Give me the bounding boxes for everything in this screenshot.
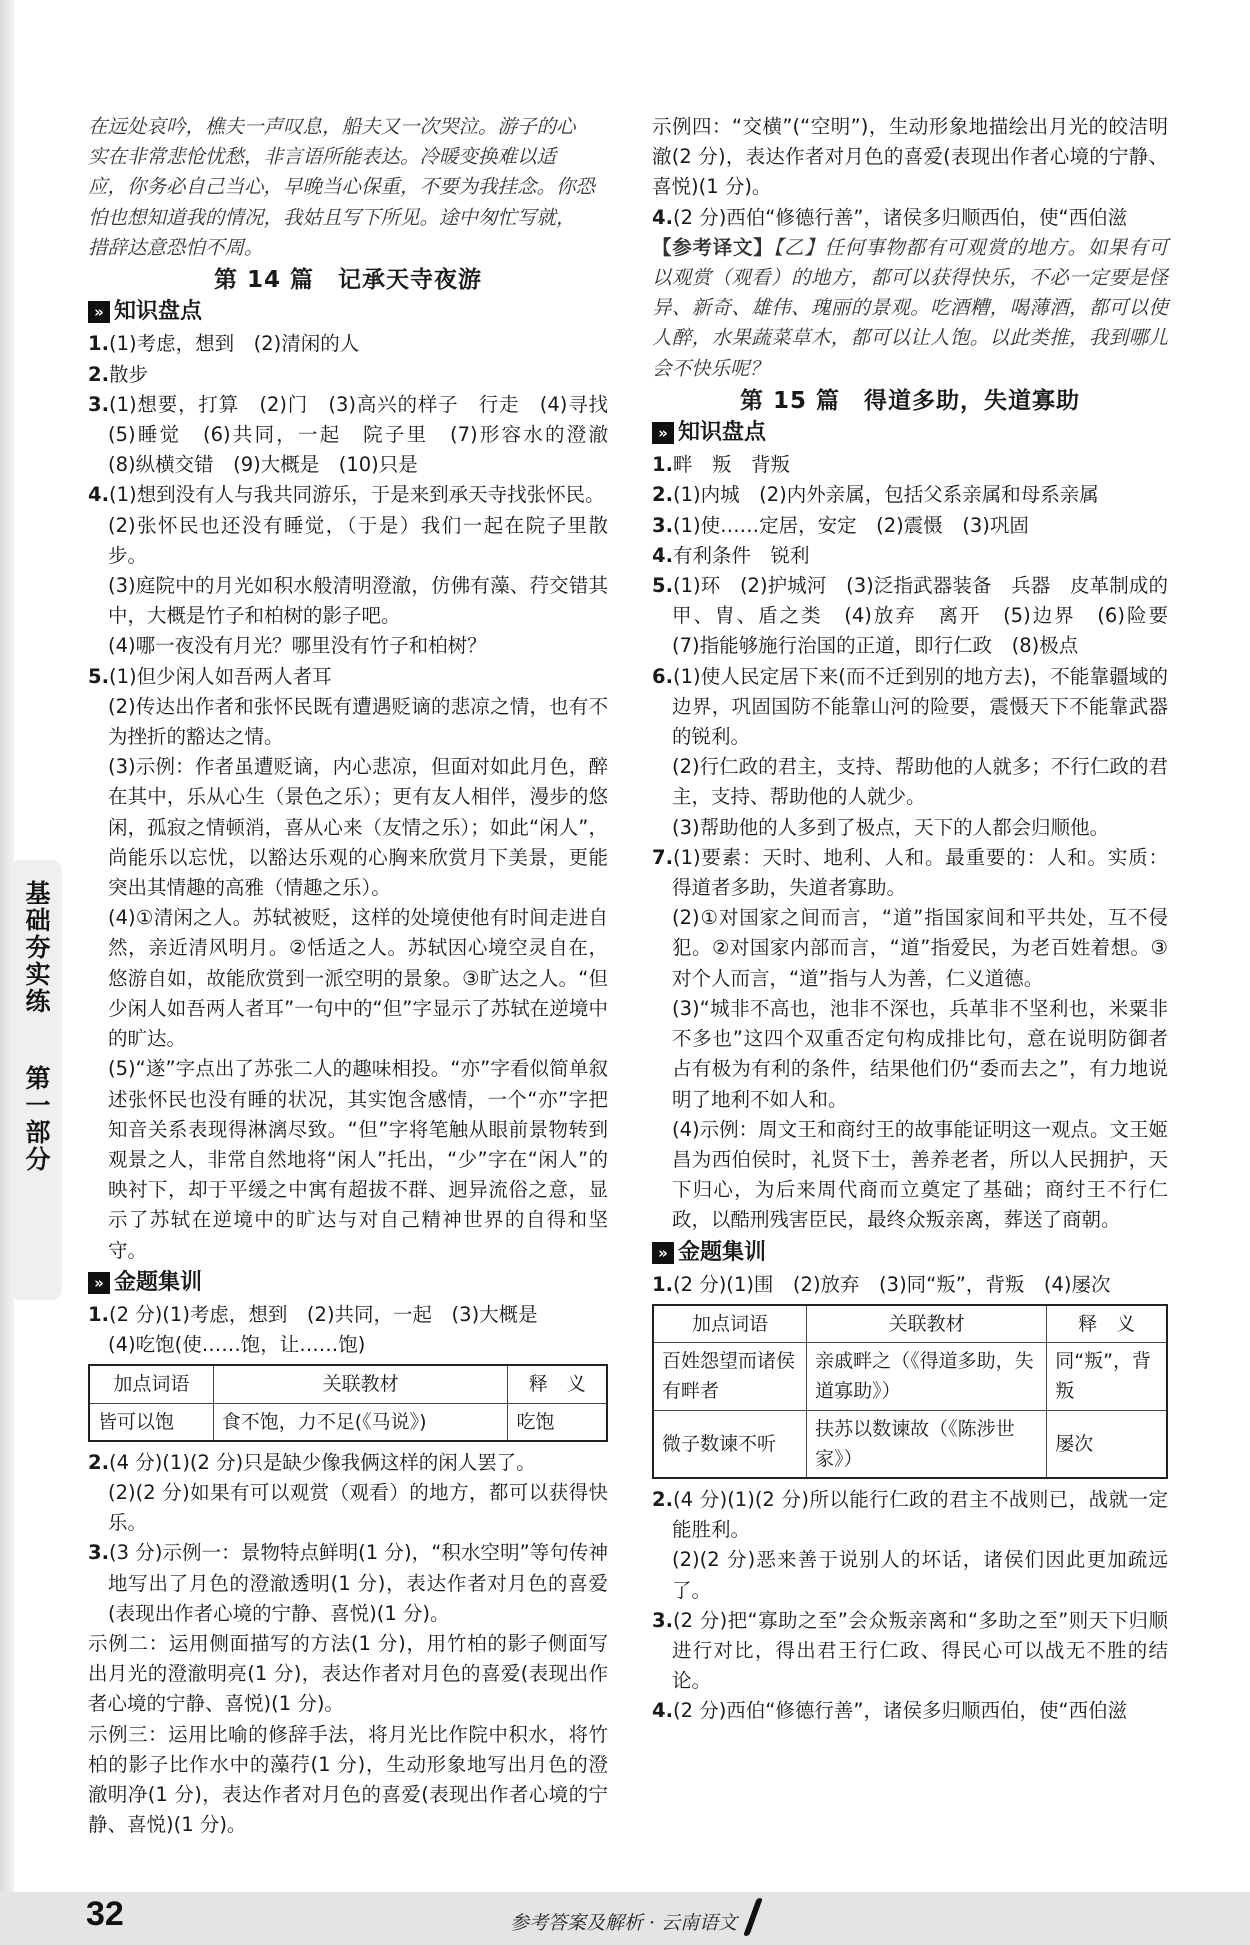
chevron-icon: »	[652, 1242, 674, 1264]
section-heading	[652, 1238, 1168, 1268]
table-cell: 同“叛”，背叛	[1047, 1343, 1167, 1410]
answer-sub: 示例四：“交横”(“空明”)，生动形象地描绘出月光的皎洁明澈(2 分)，表达作者对月色的喜爱(表现出作者心境的宁静、喜悦)(1 分)。	[652, 115, 1168, 199]
answer-item: 6.(1)使人民定居下来(而不迁到别的地方去)，不能靠疆域的边界，巩固国防不能靠山河的险要，震慑天下不能靠武器的锐利。	[652, 664, 1168, 749]
answer-sub: (2)传达出作者和张怀民既有遭遇贬谪的悲凉之情，也有不为挫折的豁达之情。	[108, 694, 608, 749]
answer-item: 2.散步	[88, 362, 148, 386]
question-item: 2.(4 分)(1)(2 分)只是缺少像我俩这样的闲人罢了。	[88, 1450, 536, 1474]
answer-item: 4.有利条件 锐利	[652, 543, 810, 567]
table-header: 释 义	[508, 1365, 607, 1403]
answer-sub: (3)帮助他的人多到了极点，天下的人都会归顺他。	[672, 815, 1110, 839]
footer-text: 参考答案及解析 · 云南语文	[510, 1912, 738, 1934]
table-header-row	[89, 1365, 607, 1403]
section-heading	[88, 297, 608, 327]
question-item: 4.(2 分)西伯“修德行善”，诸侯多归顺西伯，使“西伯滋	[652, 1699, 1128, 1723]
chapter-title: 第 15 篇 得道多助，失道寡助	[739, 387, 1081, 414]
table-header-row	[653, 1305, 1167, 1343]
table-row	[653, 1410, 1167, 1478]
section-label: 金题集训	[114, 1269, 203, 1295]
table-cell: 亲戚畔之（《得道多助，失道寡助》）	[807, 1343, 1047, 1410]
section-label: 知识盘点	[678, 420, 767, 446]
answer-sub: (4)示例：周文王和商纣王的故事能证明这一观点。文王姬昌为西伯侯时，礼贤下士，善养老者，所以人民拥护，天下归心，为后来周代商而立奠定了基础；商纣王不行仁政，以酷刑残害臣民，最终众叛亲离，葬送了商朝。	[672, 1117, 1168, 1232]
vocab-table	[88, 1364, 608, 1441]
answer-item: 1.(1)考虑，想到 (2)清闲的人	[88, 332, 360, 356]
answer-sub: (2)张怀民也还没有睡觉，（于是）我们一起在院子里散步。	[108, 513, 608, 567]
table-header: 关联教材	[213, 1365, 508, 1403]
answer-sub: (3)“城非不高也，池非不深也，兵革非不坚利也，米粟非不多也”这四个双重否定句构成排比句，意在说明防御者占有极为有利的条件，结果他们仍“委而去之”，有力地说明了地利不如人和。	[672, 996, 1168, 1111]
answer-sub: (2)(2 分)如果有可以观赏（观看）的地方，都可以获得快乐。	[108, 1480, 608, 1535]
answer-item: 4.(1)想到没有人与我共同游乐，于是来到承天寺找张怀民。	[88, 483, 605, 507]
answer-sub: (3)示例：作者虽遭贬谪，内心悲凉，但面对如此月色，醉在其中，乐从心生（景色之乐）；更有友人相伴，漫步的悠闲，孤寂之情顿消，喜从心来（友情之乐）；如此“闲人”，尚能乐以忘忧，以豁达乐观的心胸来欣赏月下美景，更能突出其情趣的高雅（情趣之乐）。	[108, 755, 608, 900]
table-header: 加点词语	[89, 1365, 213, 1403]
intro-line: 在远处哀吟，樵夫一声叹息，船夫又一次哭泣。游子的心	[88, 115, 576, 138]
intro-line: 怕也想知道我的情况，我姑且写下所见。途中匆忙写就，	[88, 205, 576, 229]
answer-sub: (2)行仁政的君主，支持、帮助他的人就多；不行仁政的君主，支持、帮助他的人就少。	[672, 755, 1168, 809]
question-item: 1.(2 分)(1)围 (2)放弃 (3)同“叛”，背叛 (4)屡次	[652, 1272, 1111, 1296]
side-tab	[10, 860, 62, 1300]
reference-translation: 【参考译文】【乙】任何事物都有可观赏的地方。如果有可以观赏（观看）的地方，都可以获得快乐，不必一定要是怪异、新奇、雄伟、瑰丽的景观。吃酒糟，喝薄酒，都可以使人醉，水果蔬菜草木，都可以让人饱。以此类推，我到哪儿会不快乐呢？	[652, 235, 1168, 380]
table-header: 释 义	[1047, 1305, 1167, 1343]
section-label: 金题集训	[678, 1239, 767, 1265]
table-cell: 百姓怨望而诸侯有畔者	[653, 1343, 807, 1410]
table-cell: 吃饱	[508, 1403, 607, 1441]
table-row	[653, 1343, 1167, 1410]
vocab-table	[652, 1304, 1168, 1479]
chevron-icon: »	[88, 301, 110, 323]
table-header: 关联教材	[807, 1305, 1047, 1343]
answer-item: 7.(1)要素：天时、地利、人和。最重要的：人和。实质：得道者多助，失道者寡助。	[652, 845, 1168, 900]
answer-sub: (5)“遂”字点出了苏张二人的趣味相投。“亦”字看似简单叙述张怀民也没有睡的状况，其实饱含感情，一个“亦”字把知音关系表现得淋漓尽致。“但”字将笔触从眼前景物转到观景之人，非常自然地将“闲人”托出，“少”字在“闲人”的映衬下，却于平缓之中寓有超拔不群、迥异流俗之意，显示了苏轼在逆境中的旷达与对自己精神世界的自得和坚守。	[108, 1057, 608, 1262]
answer-sub: (2)(2 分)恶来善于说别人的坏话，诸侯们因此更加疏远了。	[672, 1548, 1168, 1602]
answer-sub: 示例三：运用比喻的修辞手法，将月光比作院中积水，将竹柏的影子比作水中的藻荇(1 分)，生动形象地写出月色的澄澈明净(1 分)，表达作者对月色的喜爱(表现出作者心境的宁静、喜悦)(1 分)。	[88, 1722, 608, 1837]
answer-item: 1.畔 叛 背叛	[652, 453, 790, 477]
section-heading	[652, 418, 1168, 448]
table-cell: 食不饱，力不足(《马说》)	[213, 1403, 508, 1441]
answer-sub: (4)①清闲之人。苏轼被贬，这样的处境使他有时间走进自然，亲近清风明月。②恬适之人。苏轼因心境空灵自在，悠游自如，故能欣赏到一派空明的景象。③旷达之人。“但少闲人如吾两人者耳”一句中的“但”字显示了苏轼在逆境中的旷达。	[108, 906, 608, 1051]
table-cell: 扶苏以数谏故（《陈涉世家》）	[807, 1410, 1047, 1478]
answer-item: 5.(1)但少闲人如吾两人者耳	[88, 664, 332, 688]
section-heading	[88, 1268, 608, 1298]
chapter-title: 第 14 篇 记承天寺夜游	[213, 267, 483, 294]
side-tab-upper: 基础夯实练	[22, 880, 51, 1015]
answer-sub: 示例二：运用侧面描写的方法(1 分)，用竹柏的影子侧面写出月光的澄澈明亮(1 分)，表达作者对月色的喜爱(表现出作者心境的宁静、喜悦)(1 分)。	[88, 1631, 608, 1716]
left-column	[88, 112, 628, 1840]
answer-item: 2.(1)内城 (2)内外亲属，包括父系亲属和母系亲属	[652, 483, 1099, 507]
table-row	[89, 1403, 607, 1441]
table-header: 加点词语	[653, 1305, 807, 1343]
question-item: 1.(2 分)(1)考虑，想到 (2)共同，一起 (3)大概是	[88, 1302, 538, 1326]
answer-sub: (4)吃饱(使……饱，让……饱)	[108, 1333, 366, 1357]
intro-line: 实在非常悲怆忧愁，非言语所能表达。冷暖变换难以适	[88, 145, 557, 169]
answer-sub: (3)庭院中的月光如积水般清明澄澈，仿佛有藻、荇交错其中，大概是竹子和柏树的影子吧。	[108, 574, 608, 628]
table-cell: 皆可以饱	[89, 1403, 213, 1441]
side-tab-lower: 第一部分	[22, 1065, 51, 1173]
answer-sub: (2)①对国家之间而言，“道”指国家间和平共处，互不侵犯。②对国家内部而言，“道”指爱民，为老百姓着想。③对个人而言，“道”指与人为善，仁义道德。	[672, 906, 1168, 990]
question-item: 3.(2 分)把“寡助之至”会众叛亲离和“多助之至”则天下归顺进行对比，得出君王行仁政、得民心可以战无不胜的结论。	[652, 1608, 1168, 1693]
table-cell: 屡次	[1047, 1410, 1167, 1478]
section-label: 知识盘点	[114, 299, 203, 325]
answer-item: 3.(1)想要，打算 (2)门 (3)高兴的样子 行走 (4)寻找 (5)睡觉 (6)共同，一起 院子里 (7)形容水的澄澈 (8)纵横交错 (9)大概是 (10)只是	[88, 392, 628, 477]
intro-line: 应，你务必自己当心，早晚当心保重，不要为我挂念。你恐	[88, 175, 596, 199]
table-cell: 微子数谏不听	[653, 1410, 807, 1478]
answer-item: 5.(1)环 (2)护城河 (3)泛指武器装备 兵器 皮革制成的甲、胄、盾之类 (4)放弃 离开 (5)边界 (6)险要 (7)指能够施行治国的正道，即行仁政 (8)极点	[652, 574, 1188, 658]
question-item: 4.(2 分)西伯“修德行善”，诸侯多归顺西伯，使“西伯滋	[652, 205, 1128, 229]
chevron-icon: »	[88, 1272, 110, 1294]
question-item: 3.(3 分)示例一：景物特点鲜明(1 分)，“积水空明”等句传神地写出了月色的澄澈透明(1 分)，表达作者对月色的喜爱(表现出作者心境的宁静、喜悦)(1 分)。	[88, 1541, 608, 1625]
chevron-icon: »	[652, 422, 674, 444]
right-column	[652, 112, 1188, 1727]
page-number: 32	[86, 1895, 124, 1933]
intro-line: 措辞达意恐怕不周。	[88, 235, 264, 259]
question-item: 2.(4 分)(1)(2 分)所以能行仁政的君主不战则已，战就一定能胜利。	[652, 1487, 1168, 1542]
answer-item: 3.(1)使……定居，安定 (2)震慑 (3)巩固	[652, 513, 1029, 537]
answer-sub: (4)哪一夜没有月光？哪里没有竹子和柏树？	[108, 634, 487, 658]
